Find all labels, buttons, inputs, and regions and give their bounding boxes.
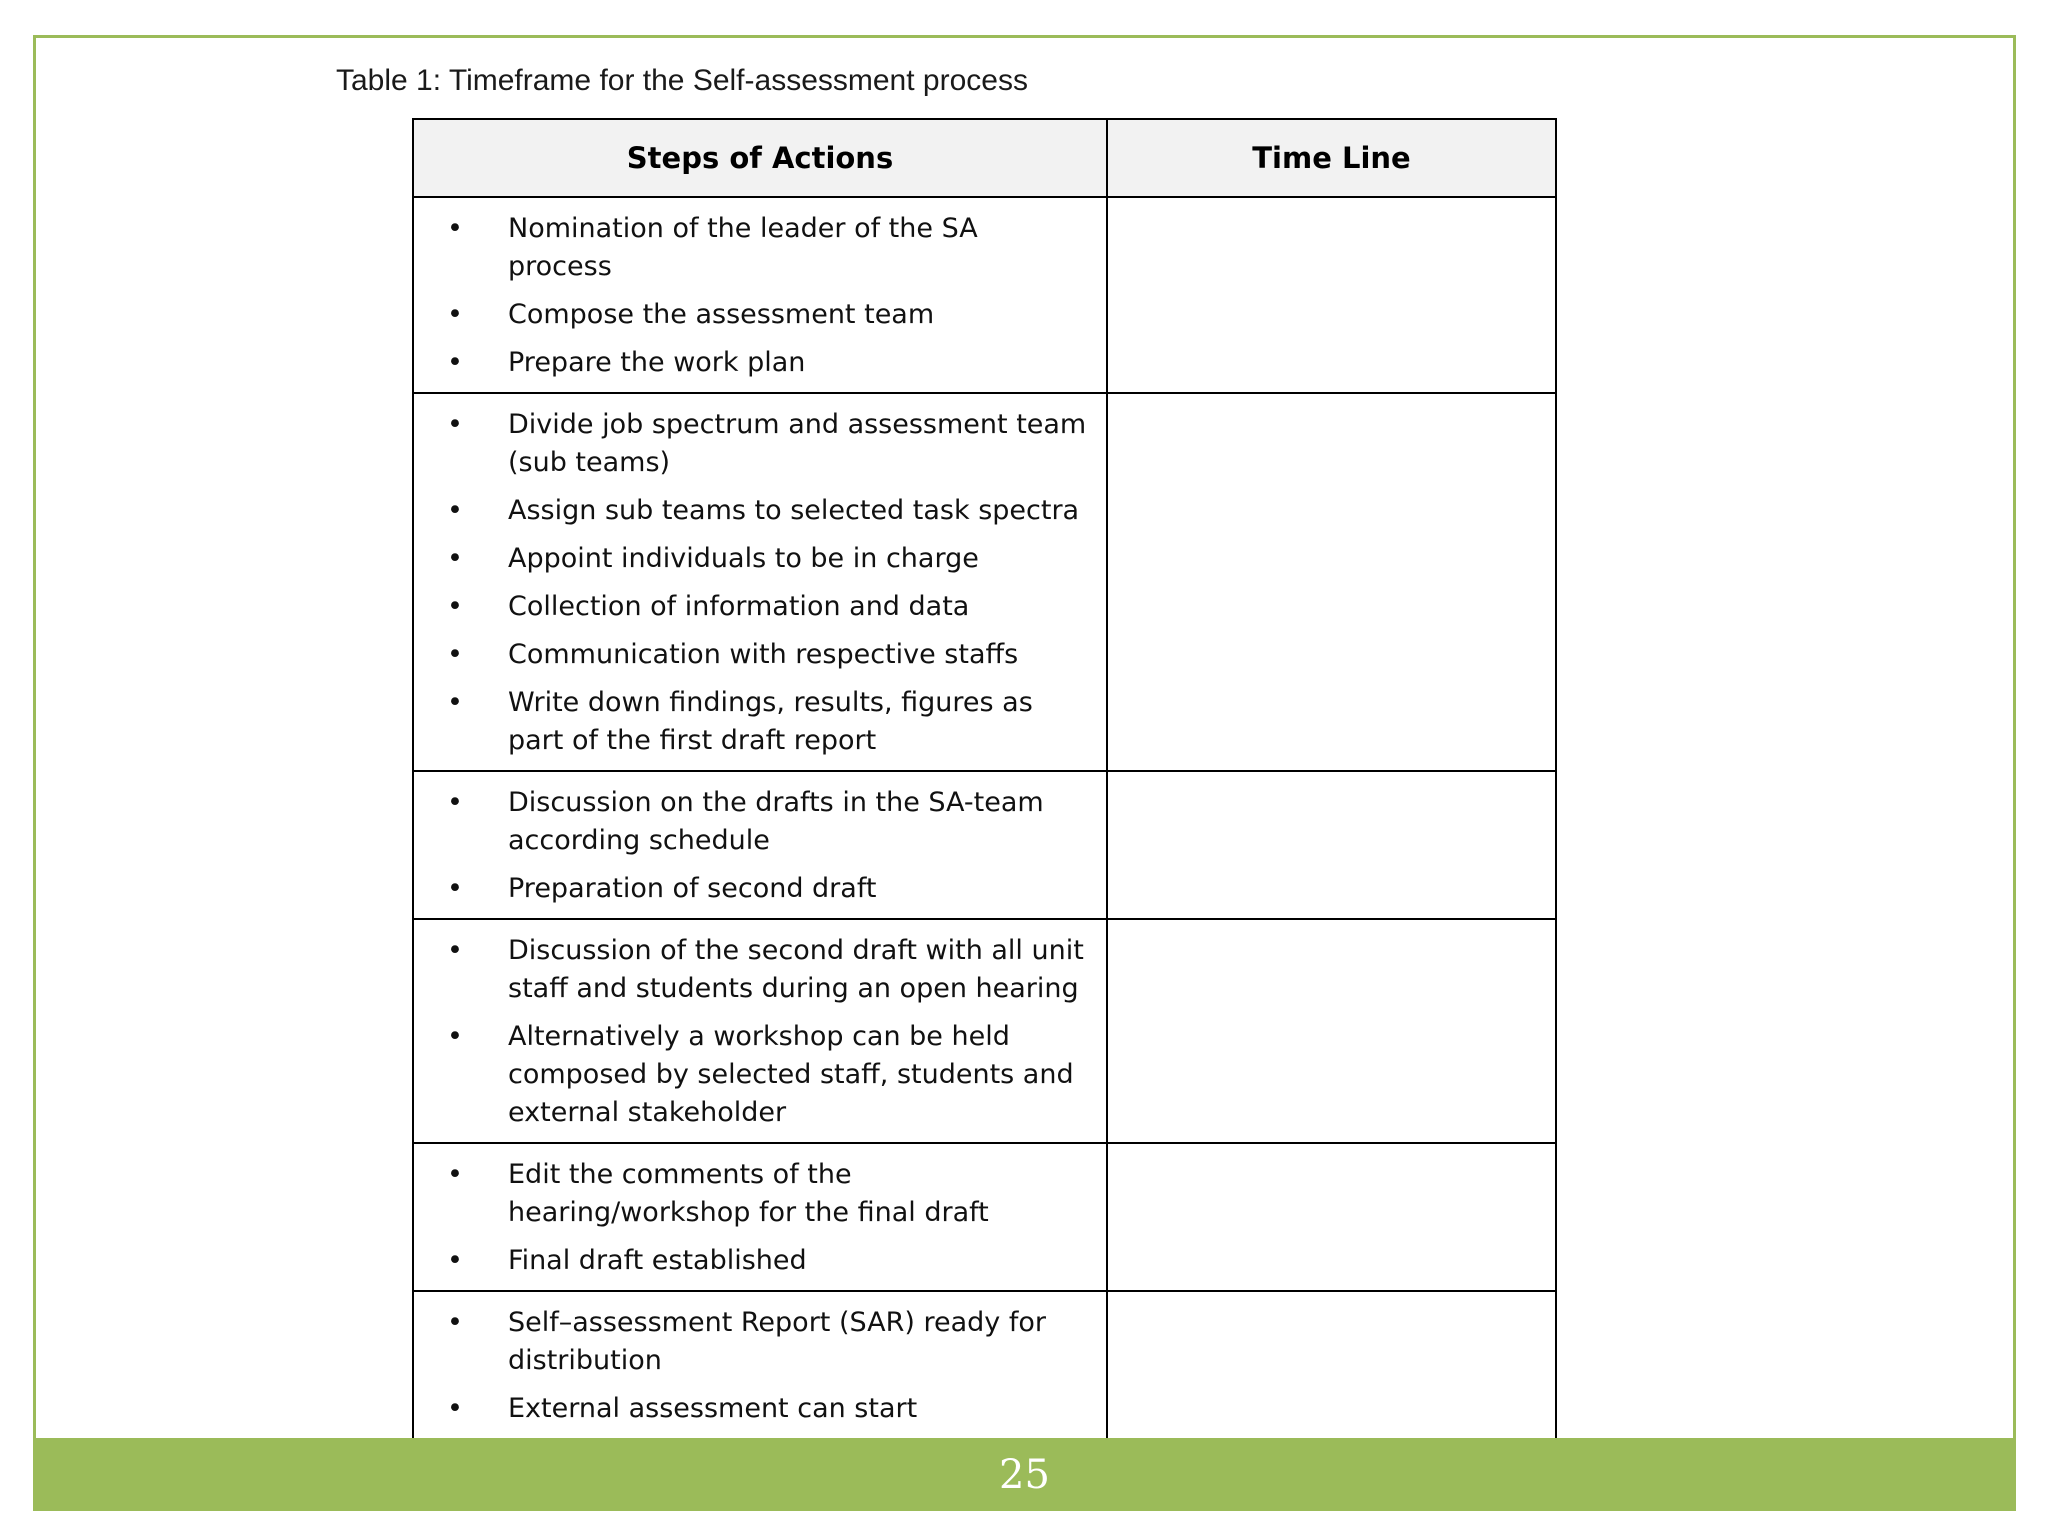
table-row xyxy=(413,1291,1556,1439)
step-item xyxy=(414,1304,1090,1380)
timeline-cell xyxy=(1107,393,1556,771)
bullet-icon: • xyxy=(447,787,463,818)
step-text: Edit the comments of the hearing/workshop for the final draft xyxy=(508,1159,989,1228)
bullet-icon: • xyxy=(447,1307,463,1338)
table-row xyxy=(413,197,1556,393)
step-item xyxy=(414,210,1090,286)
step-item xyxy=(414,932,1090,1008)
step-text: Alternatively a workshop can be held composed by selected staff, students and external stakeholder xyxy=(508,1021,1074,1128)
step-text: Nomination of the leader of the SA process xyxy=(508,213,978,282)
timeline-column-header: Time Line xyxy=(1107,119,1556,197)
steps-cell xyxy=(413,771,1107,919)
timeline-cell xyxy=(1107,1143,1556,1291)
step-item xyxy=(414,344,1090,382)
steps-cell xyxy=(413,1143,1107,1291)
step-text: Communication with respective staffs xyxy=(508,639,1019,670)
bullet-icon: • xyxy=(447,495,463,526)
step-item xyxy=(414,492,1090,530)
step-item xyxy=(414,406,1090,482)
step-text: Prepare the work plan xyxy=(508,347,806,378)
bullet-icon: • xyxy=(447,299,463,330)
step-text: Compose the assessment team xyxy=(508,299,935,330)
table-header-row xyxy=(413,119,1556,197)
timeline-cell xyxy=(1107,1291,1556,1439)
step-item xyxy=(414,1390,1090,1428)
steps-list xyxy=(414,1292,1106,1438)
timeframe-table xyxy=(412,118,1557,1440)
steps-cell xyxy=(413,919,1107,1143)
bullet-icon: • xyxy=(447,591,463,622)
step-text: Preparation of second draft xyxy=(508,873,877,904)
bullet-icon: • xyxy=(447,1245,463,1276)
bullet-icon: • xyxy=(447,639,463,670)
step-item xyxy=(414,540,1090,578)
step-item xyxy=(414,1018,1090,1132)
step-text: External assessment can start xyxy=(508,1393,918,1424)
bullet-icon: • xyxy=(447,1393,463,1424)
bullet-icon: • xyxy=(447,409,463,440)
bullet-icon: • xyxy=(447,935,463,966)
bullet-icon: • xyxy=(447,543,463,574)
step-text: Divide job spectrum and assessment team (sub teams) xyxy=(508,409,1087,478)
bullet-icon: • xyxy=(447,347,463,378)
page-number: 25 xyxy=(999,1451,1050,1498)
step-item xyxy=(414,1156,1090,1232)
step-item xyxy=(414,636,1090,674)
steps-list xyxy=(414,772,1106,918)
steps-list xyxy=(414,1144,1106,1290)
step-item xyxy=(414,684,1090,760)
steps-column-header: Steps of Actions xyxy=(413,119,1107,197)
timeline-cell xyxy=(1107,771,1556,919)
table-body xyxy=(413,197,1556,1439)
timeline-cell xyxy=(1107,919,1556,1143)
steps-list xyxy=(414,198,1106,392)
steps-cell xyxy=(413,1291,1107,1439)
step-text: Discussion of the second draft with all unit staff and students during an open hearing xyxy=(508,935,1084,1004)
step-item xyxy=(414,784,1090,860)
table-row xyxy=(413,919,1556,1143)
table-row xyxy=(413,1143,1556,1291)
step-text: Appoint individuals to be in charge xyxy=(508,543,979,574)
steps-list xyxy=(414,920,1106,1142)
bullet-icon: • xyxy=(447,213,463,244)
bullet-icon: • xyxy=(447,1021,463,1052)
steps-list xyxy=(414,394,1106,770)
table-row xyxy=(413,393,1556,771)
step-text: Write down findings, results, figures as part of the first draft report xyxy=(508,687,1033,756)
step-text: Self–assessment Report (SAR) ready for distribution xyxy=(508,1307,1046,1376)
steps-cell xyxy=(413,393,1107,771)
bullet-icon: • xyxy=(447,873,463,904)
table-caption: Table 1: Timeframe for the Self-assessment process xyxy=(336,64,1028,97)
step-item xyxy=(414,296,1090,334)
bullet-icon: • xyxy=(447,1159,463,1190)
step-item xyxy=(414,870,1090,908)
step-text: Discussion on the drafts in the SA-team according schedule xyxy=(508,787,1044,856)
step-item xyxy=(414,1242,1090,1280)
footer-bar xyxy=(33,1438,2016,1511)
timeline-cell xyxy=(1107,197,1556,393)
table-row xyxy=(413,771,1556,919)
step-text: Assign sub teams to selected task spectra xyxy=(508,495,1080,526)
step-text: Final draft established xyxy=(508,1245,807,1276)
step-item xyxy=(414,588,1090,626)
bullet-icon: • xyxy=(447,687,463,718)
step-text: Collection of information and data xyxy=(508,591,970,622)
steps-cell xyxy=(413,197,1107,393)
